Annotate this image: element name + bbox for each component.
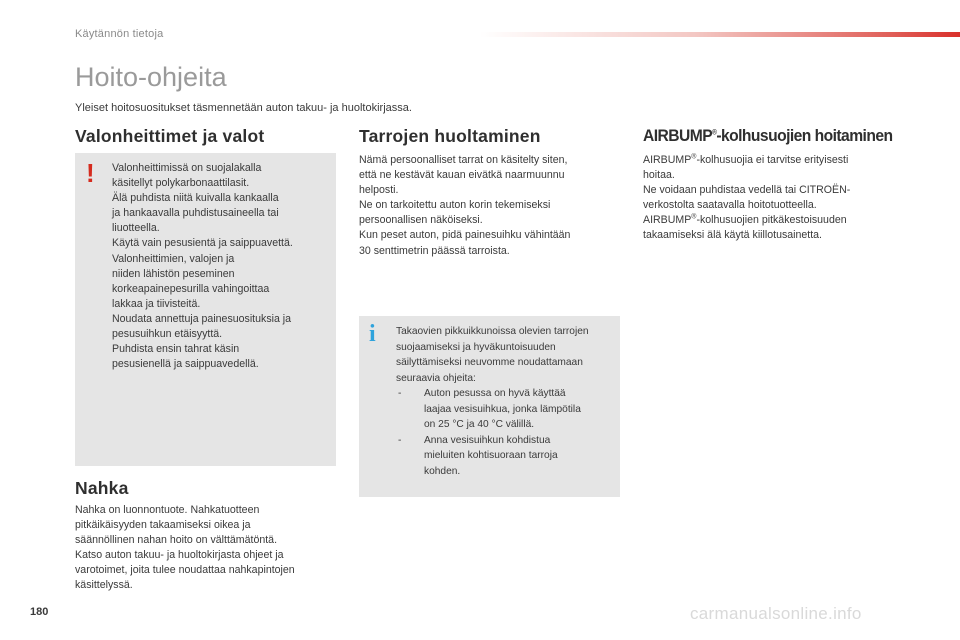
- warning-text: [112, 161, 334, 372]
- list-dash: -: [398, 388, 402, 399]
- warning-line: ja hankaavalla puhdistusaineella tai: [112, 207, 279, 220]
- stickers-line: helposti.: [359, 184, 399, 197]
- airbump-line: verkostolta saatavalla hoitotuotteella.: [643, 199, 817, 212]
- warning-line: niiden lähistön peseminen: [112, 267, 235, 280]
- list-dash: -: [398, 434, 402, 446]
- leather-line: käsittelyssä.: [75, 579, 133, 592]
- list-dash: [396, 464, 424, 480]
- stickers-line: Nämä persoonalliset tarrat on käsitelty siten,: [359, 154, 568, 166]
- warning-icon: !: [86, 158, 95, 188]
- stickers-heading: Tarrojen huoltaminen: [359, 126, 541, 146]
- stickers-line: 30 senttimetrin päässä tarroista.: [359, 244, 510, 257]
- warning-line: liuotteella.: [112, 222, 160, 235]
- stickers-text: [359, 153, 619, 259]
- header-accent-bar: [480, 32, 960, 37]
- warning-line: Valonheittimissä on suojalakalla: [112, 162, 262, 174]
- watermark: carmanualsonline.info: [690, 604, 862, 623]
- list-dash: [396, 448, 424, 464]
- page-title: Hoito-ohjeita: [75, 62, 227, 92]
- airbump-text: [643, 153, 903, 244]
- info-list-line: [396, 402, 618, 418]
- info-icon: i: [369, 321, 376, 347]
- list-text: mieluiten kohtisuoraan tarroja: [424, 450, 558, 461]
- warning-line: Puhdista ensin tahrat käsin: [112, 343, 240, 356]
- airbump-heading: AIRBUMP®-kolhusuojien hoitaminen: [643, 126, 893, 145]
- leather-heading: Nahka: [75, 478, 129, 498]
- airbump-line: takaamiseksi älä käytä kiillotusainetta.: [643, 229, 823, 242]
- page-number: 180: [30, 606, 49, 618]
- info-list-line: [396, 448, 618, 464]
- leather-line: varotoimet, joita tulee noudattaa nahkapintojen: [75, 564, 295, 577]
- stickers-line: Kun peset auton, pidä painesuihku vähintään: [359, 229, 571, 242]
- info-line: Takaovien pikkuikkunoissa olevien tarrojen: [396, 326, 589, 337]
- warning-line: Älä puhdista niitä kuivalla kankaalla: [112, 192, 279, 205]
- warning-line: pesusuihkun etäisyyttä.: [112, 328, 223, 341]
- warning-line: Käytä vain pesusientä ja saippuavettä.: [112, 237, 293, 250]
- stickers-line: persoonallisen näköiseksi.: [359, 214, 483, 227]
- warning-line: Noudata annettuja painesuosituksia ja: [112, 312, 292, 325]
- stickers-line: että ne kestävät kauan eivätkä naarmuunnu: [359, 169, 565, 182]
- leather-line: pitkäikäisyyden takaamiseksi oikea ja: [75, 519, 251, 532]
- list-text: kohden.: [424, 465, 461, 477]
- warning-line: lakkaa ja tiivisteitä.: [112, 297, 201, 310]
- airbump-line: hoitaa.: [643, 169, 675, 182]
- intro-text: Yleiset hoitosuositukset täsmennetään auton takuu- ja huoltokirjassa.: [75, 102, 412, 114]
- warning-line: Valonheittimien, valojen ja: [112, 252, 235, 265]
- leather-line: säännöllinen nahan hoito on välttämätöntä.: [75, 534, 278, 547]
- airbump-line: Ne voidaan puhdistaa vedellä tai CITROËN-: [643, 184, 851, 197]
- info-list-line: [396, 464, 618, 480]
- headlights-heading: Valonheittimet ja valot: [75, 126, 265, 146]
- leather-line: Nahka on luonnontuote. Nahkatuotteen: [75, 504, 260, 516]
- info-line: suojaamiseksi ja hyväkuntoisuuden: [396, 341, 556, 353]
- info-list-line: [396, 417, 618, 433]
- list-dash: [396, 417, 424, 433]
- list-text: on 25 °C ja 40 °C välillä.: [424, 419, 535, 430]
- warning-line: pesusienellä ja saippuavedellä.: [112, 358, 259, 371]
- info-line: seuraavia ohjeita:: [396, 372, 476, 384]
- list-text: Auton pesussa on hyvä käyttää: [424, 388, 566, 399]
- stickers-line: Ne on tarkoitettu auton korin tekemiseksi: [359, 199, 551, 212]
- airbump-line: AIRBUMP®-kolhusuojien pitkäkestoisuuden: [643, 213, 847, 227]
- info-text: [396, 324, 618, 479]
- section-header: Käytännön tietoja: [75, 28, 164, 40]
- list-text: Anna vesisuihkun kohdistua: [424, 434, 551, 446]
- leather-text: [75, 503, 345, 594]
- info-line: säilyttämiseksi neuvomme noudattamaan: [396, 357, 583, 368]
- list-dash: [396, 402, 424, 418]
- leather-line: Katso auton takuu- ja huoltokirjasta ohjeet ja: [75, 549, 284, 562]
- warning-line: käsitellyt polykarbonaattilasit.: [112, 177, 250, 190]
- list-text: laajaa vesisuihkua, jonka lämpötila: [424, 403, 581, 415]
- info-list-line: [396, 433, 618, 449]
- info-list-line: [396, 386, 618, 402]
- warning-line: korkeapainepesurilla vahingoittaa: [112, 282, 270, 295]
- airbump-line: AIRBUMP®-kolhusuojia ei tarvitse erityisesti: [643, 153, 849, 166]
